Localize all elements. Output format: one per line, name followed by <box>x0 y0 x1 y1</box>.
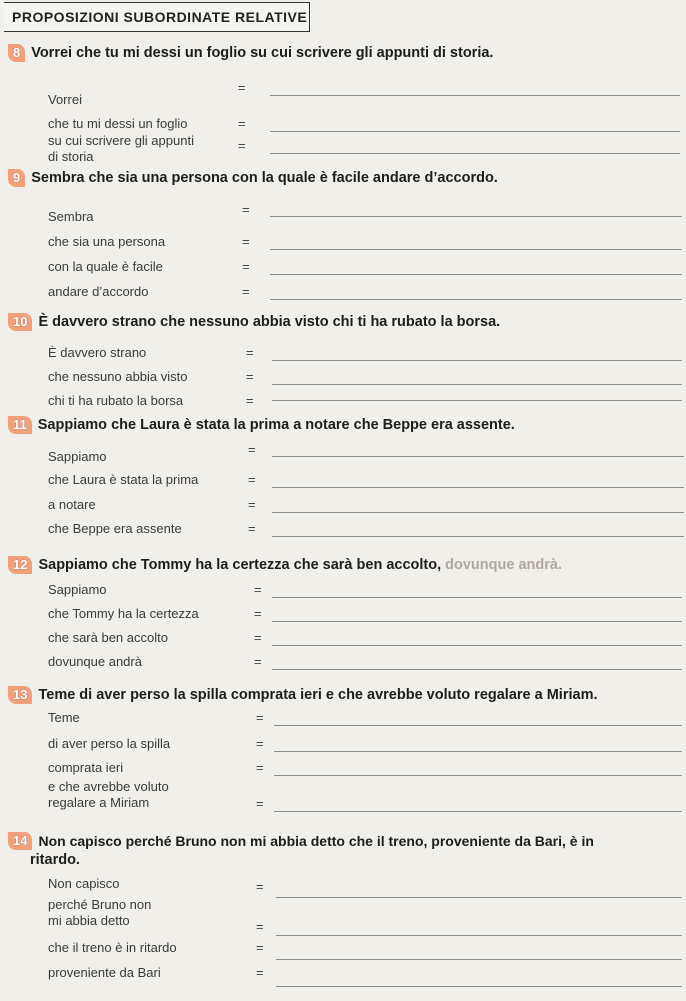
answer-row <box>48 278 668 302</box>
answer-line[interactable] <box>272 360 682 361</box>
exercise-9-header <box>8 169 498 188</box>
exercise-number: 10 <box>8 313 32 331</box>
answer-row <box>48 934 668 958</box>
clause-label-line2: mi abbia detto <box>48 913 130 928</box>
answer-row <box>48 134 668 168</box>
answer-line[interactable] <box>270 299 682 300</box>
equals-sign: = <box>246 393 254 408</box>
clause-label: Non capisco <box>48 876 120 891</box>
exercise-sentence <box>38 556 562 575</box>
equals-sign: = <box>246 369 254 384</box>
equals-sign: = <box>256 879 264 894</box>
exercise-number: 11 <box>8 416 32 434</box>
answer-line[interactable] <box>274 725 682 726</box>
answer-line[interactable] <box>272 400 682 401</box>
equals-sign: = <box>256 736 264 751</box>
answer-line[interactable] <box>270 131 680 132</box>
exercise-12-header <box>8 556 562 575</box>
equals-sign: = <box>242 202 250 217</box>
exercise-number: 14 <box>8 832 32 850</box>
answer-line[interactable] <box>272 536 684 537</box>
equals-sign: = <box>256 760 264 775</box>
answer-row <box>48 776 668 814</box>
clause-label: che Beppe era assente <box>48 521 182 536</box>
clause-label: Sappiamo <box>48 449 107 464</box>
clause-label: che Tommy ha la certezza <box>48 606 199 621</box>
clause-label: Teme <box>48 710 80 725</box>
exercise-sentence: Sembra che sia una persona con la quale è facile andare d’accordo. <box>31 170 498 186</box>
exercise-sentence-line1: Non capisco perché Bruno non mi abbia detto che il treno, proveniente da Bari, è in <box>38 833 594 849</box>
equals-sign: = <box>256 710 264 725</box>
answer-line[interactable] <box>270 216 682 217</box>
answer-row <box>48 870 668 894</box>
clause-label: a notare <box>48 497 96 512</box>
equals-sign: = <box>242 234 250 249</box>
answer-line[interactable] <box>270 274 682 275</box>
answer-row <box>48 203 668 227</box>
clause-label <box>48 133 194 165</box>
answer-row <box>48 896 668 932</box>
answer-line[interactable] <box>272 456 684 457</box>
equals-sign: = <box>238 116 246 131</box>
clause-label: che tu mi dessi un foglio <box>48 116 188 131</box>
clause-label: Vorrei <box>48 92 82 107</box>
answer-row <box>48 363 668 387</box>
answer-row <box>48 80 668 110</box>
answer-line[interactable] <box>272 384 682 385</box>
answer-row <box>48 600 668 624</box>
answer-row <box>48 491 668 515</box>
clause-label: dovunque andrà <box>48 654 142 669</box>
equals-sign: = <box>248 472 256 487</box>
answer-line[interactable] <box>272 645 682 646</box>
answer-row <box>48 648 668 672</box>
clause-label-line2: di storia <box>48 149 94 164</box>
clause-label: di aver perso la spilla <box>48 736 171 751</box>
exercise-10-header <box>8 313 500 332</box>
equals-sign: = <box>254 630 262 645</box>
equals-sign: = <box>242 259 250 274</box>
section-title: PROPOSIZIONI SUBORDINATE RELATIVE <box>4 2 310 32</box>
clause-label <box>48 897 151 929</box>
exercise-number: 9 <box>8 169 25 187</box>
equals-sign: = <box>256 919 264 934</box>
answer-row <box>48 443 668 467</box>
exercise-sentence-line2: ritardo. <box>30 852 80 868</box>
answer-row <box>48 730 668 754</box>
clause-label: Sappiamo <box>48 582 107 597</box>
answer-line[interactable] <box>272 597 682 598</box>
clause-label: che il treno è in ritardo <box>48 940 177 955</box>
exercise-sentence: Sappiamo che Laura è stata la prima a notare che Beppe era assente. <box>37 417 515 433</box>
answer-line[interactable] <box>270 249 682 250</box>
answer-line[interactable] <box>270 153 680 154</box>
clause-label: andare d’accordo <box>48 284 149 299</box>
answer-line[interactable] <box>274 751 682 752</box>
answer-line[interactable] <box>272 487 684 488</box>
answer-line[interactable] <box>270 95 680 96</box>
exercise-number: 12 <box>8 556 32 574</box>
clause-label: che sarà ben accolto <box>48 630 168 645</box>
clause-label: È davvero strano <box>48 345 147 360</box>
answer-row <box>48 253 668 277</box>
equals-sign: = <box>256 965 264 980</box>
exercise-11-header <box>8 416 515 435</box>
exercise-8-header <box>8 44 493 63</box>
answer-row <box>48 110 668 134</box>
equals-sign: = <box>256 940 264 955</box>
clause-label: chi ti ha rubato la borsa <box>48 393 184 408</box>
exercise-sentence: Vorrei che tu mi dessi un foglio su cui scrivere gli appunti di storia. <box>31 45 494 61</box>
answer-line[interactable] <box>272 669 682 670</box>
clause-label: con la quale è facile <box>48 259 163 274</box>
equals-sign: = <box>254 606 262 621</box>
answer-row <box>48 466 668 490</box>
sentence-main: Sappiamo che Tommy ha la certezza che sarà ben accolto, <box>38 557 446 573</box>
sentence-faint: dovunque andrà. <box>445 557 562 573</box>
answer-row <box>48 515 668 539</box>
answer-row <box>48 959 668 983</box>
equals-sign: = <box>248 442 256 457</box>
exercise-sentence: È davvero strano che nessuno abbia visto chi ti ha rubato la borsa. <box>38 314 501 330</box>
clause-label-line2: regalare a Miriam <box>48 795 150 810</box>
clause-label <box>48 779 169 811</box>
answer-line[interactable] <box>272 621 682 622</box>
answer-line[interactable] <box>276 986 682 987</box>
clause-label: comprata ieri <box>48 760 124 775</box>
equals-sign: = <box>254 654 262 669</box>
answer-row <box>48 754 668 778</box>
answer-row <box>48 339 668 363</box>
equals-sign: = <box>238 80 246 95</box>
equals-sign: = <box>248 521 256 536</box>
clause-label: che Laura è stata la prima <box>48 472 199 487</box>
exercise-number: 13 <box>8 686 32 704</box>
clause-label-line1: e che avrebbe voluto <box>48 779 169 794</box>
answer-row <box>48 704 668 728</box>
equals-sign: = <box>242 284 250 299</box>
clause-label: Sembra <box>48 209 94 224</box>
clause-label-line1: perché Bruno non <box>48 897 152 912</box>
clause-label: proveniente da Bari <box>48 965 161 980</box>
answer-row <box>48 228 668 252</box>
answer-row <box>48 387 668 411</box>
equals-sign: = <box>256 796 264 811</box>
equals-sign: = <box>238 138 246 153</box>
clause-label: che sia una persona <box>48 234 166 249</box>
answer-line[interactable] <box>272 512 684 513</box>
clause-label: che nessuno abbia visto <box>48 369 188 384</box>
clause-label-line1: su cui scrivere gli appunti <box>48 133 194 148</box>
exercise-sentence: Teme di aver perso la spilla comprata ieri e che avrebbe voluto regalare a Miriam. <box>38 687 598 703</box>
exercise-number: 8 <box>8 44 25 62</box>
answer-row <box>48 624 668 648</box>
equals-sign: = <box>254 582 262 597</box>
exercise-14-header <box>8 832 594 870</box>
exercise-13-header <box>8 686 598 705</box>
equals-sign: = <box>248 497 256 512</box>
equals-sign: = <box>246 345 254 360</box>
answer-line[interactable] <box>274 811 682 812</box>
answer-row <box>48 576 668 600</box>
